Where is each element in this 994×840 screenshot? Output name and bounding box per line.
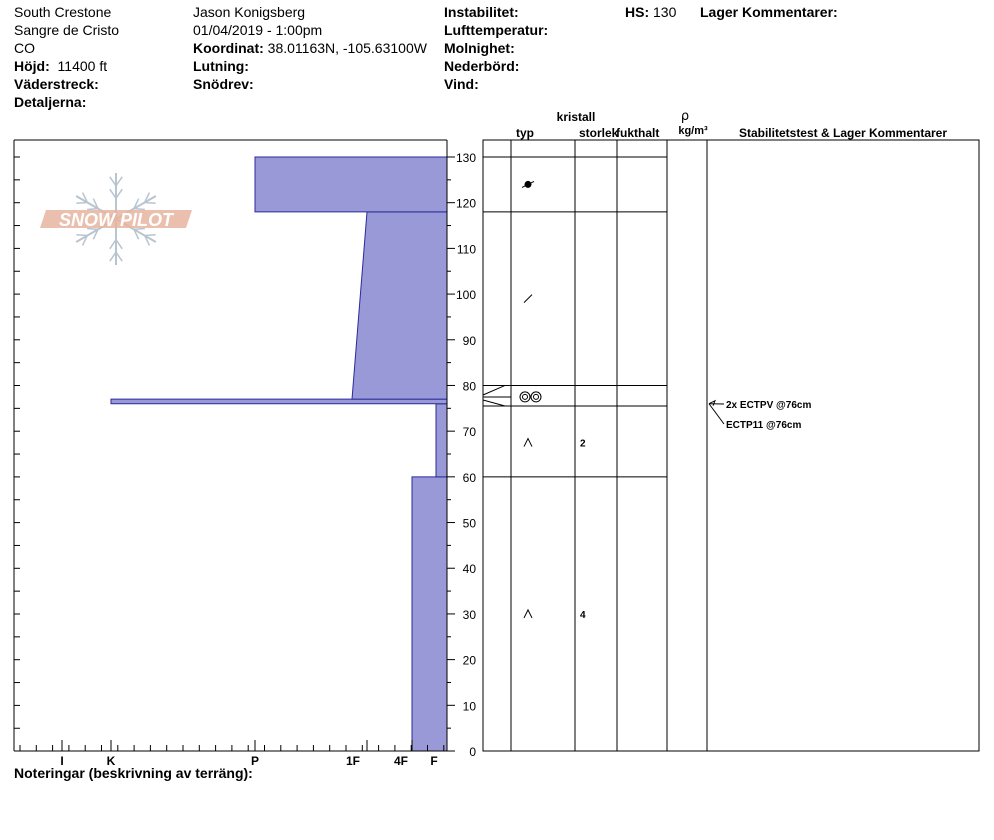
grain-type-surface-hoar [520, 392, 541, 402]
hardness-tick-label: I [60, 754, 64, 768]
hardness-tick-label: P [250, 754, 260, 768]
depth-tick-label: 130 [455, 151, 476, 165]
col-moisture: fukthalt [616, 126, 660, 140]
depth-tick-label: 70 [462, 425, 476, 440]
crystal-size: 2 [580, 438, 586, 450]
snowflake-branch [145, 202, 156, 203]
elevation-value: 11400 ft [57, 58, 108, 74]
depth-tick-label: 80 [462, 379, 476, 394]
depth-tick-label: 120 [455, 196, 476, 211]
hardness-layer [255, 157, 447, 212]
col-stability: Stabilitetstest & Lager Kommentarer [738, 126, 948, 140]
facet-symbol [524, 439, 532, 447]
depth-tick-label: 110 [456, 242, 476, 257]
depth-tick-label: 30 [462, 607, 476, 622]
logo-text: SNOW PILOT [59, 210, 173, 230]
location: South Crestone [14, 4, 112, 20]
depth-tick-label: 20 [462, 653, 476, 668]
slope-label: Lutning: [193, 58, 249, 74]
hardness-tick-label: F [430, 754, 438, 768]
depth-tick-label: 100 [455, 288, 476, 303]
col-density-unit: kg/m³ [678, 125, 708, 137]
layer-connector [483, 400, 511, 406]
hoar-ring-inner [523, 394, 528, 399]
terrain-notes-label: Noteringar (beskrivning av terräng): [14, 765, 253, 781]
instability-label: Instabilitet: [444, 4, 519, 20]
grain-type-faceted [524, 439, 532, 447]
hoar-ring-inner [534, 394, 539, 399]
elevation-label: Höjd: [14, 58, 50, 74]
sky-label: Molnighet: [444, 40, 515, 56]
snowflake-branch [76, 202, 87, 203]
aspect-label: Väderstreck: [14, 76, 99, 92]
datetime: 01/04/2019 - 1:00pm [193, 22, 323, 38]
snowflake-branch [76, 235, 87, 236]
stability-test-label: 2x ECTPV @76cm [726, 400, 812, 411]
air-temperature-label: Lufttemperatur: [444, 22, 549, 38]
hardness-tick-label: 4F [393, 754, 409, 768]
column-headers [516, 109, 947, 140]
snowpilot-logo [40, 173, 192, 265]
state: CO [14, 40, 35, 56]
hardness-layer [111, 399, 447, 404]
hs-value: 130 [653, 4, 677, 20]
hoar-ring [520, 392, 530, 402]
hardness-tick-label: K [106, 754, 116, 768]
stability-test-label: ECTP11 @76cm [726, 420, 802, 431]
table-frame [483, 140, 979, 751]
col-type: typ [516, 126, 534, 140]
depth-tick-label: 0 [469, 745, 476, 759]
precipitation-label: Nederbörd: [444, 58, 520, 74]
col-crystal: kristall [556, 110, 596, 124]
depth-tick-label: 50 [462, 516, 476, 531]
drift-label: Snödrev: [193, 76, 254, 92]
hs-label: HS: [625, 4, 650, 20]
snowflake-branch [145, 235, 156, 236]
crystal-size: 4 [580, 609, 586, 621]
depth-tick-label: 40 [462, 562, 476, 577]
hardness-layer [352, 212, 447, 399]
hoar-ring [531, 392, 541, 402]
hardness-layer [412, 477, 447, 751]
col-rho: ρ [680, 109, 690, 124]
depth-tick-label: 90 [462, 333, 476, 348]
layer-connector [483, 385, 511, 395]
details-label: Detaljerna: [14, 94, 87, 110]
hardness-tick-label: 1F [345, 754, 361, 768]
layer-table [483, 140, 979, 751]
coordinate-value: 38.01163N, -105.63100W [267, 40, 427, 56]
grain-type-graupel [522, 181, 534, 188]
col-size: storlek [579, 126, 619, 140]
depth-tick-label: 60 [462, 470, 476, 485]
hardness-layer [436, 404, 447, 477]
observer: Jason Konigsberg [193, 4, 306, 20]
hardness-profile [111, 157, 447, 751]
grain-type-decomposing-fragments [524, 295, 532, 303]
grain-type-faceted [524, 610, 532, 618]
stability-arrow [709, 404, 724, 424]
mountain-range: Sangre de Cristo [14, 22, 120, 38]
depth-tick-label: 10 [462, 699, 476, 714]
layer-comments-label: Lager Kommentarer: [700, 4, 838, 20]
wind-label: Vind: [444, 76, 479, 92]
coordinate-label: Koordinat: [193, 40, 264, 56]
facet-symbol [524, 610, 532, 618]
fragment-stroke [524, 295, 532, 303]
